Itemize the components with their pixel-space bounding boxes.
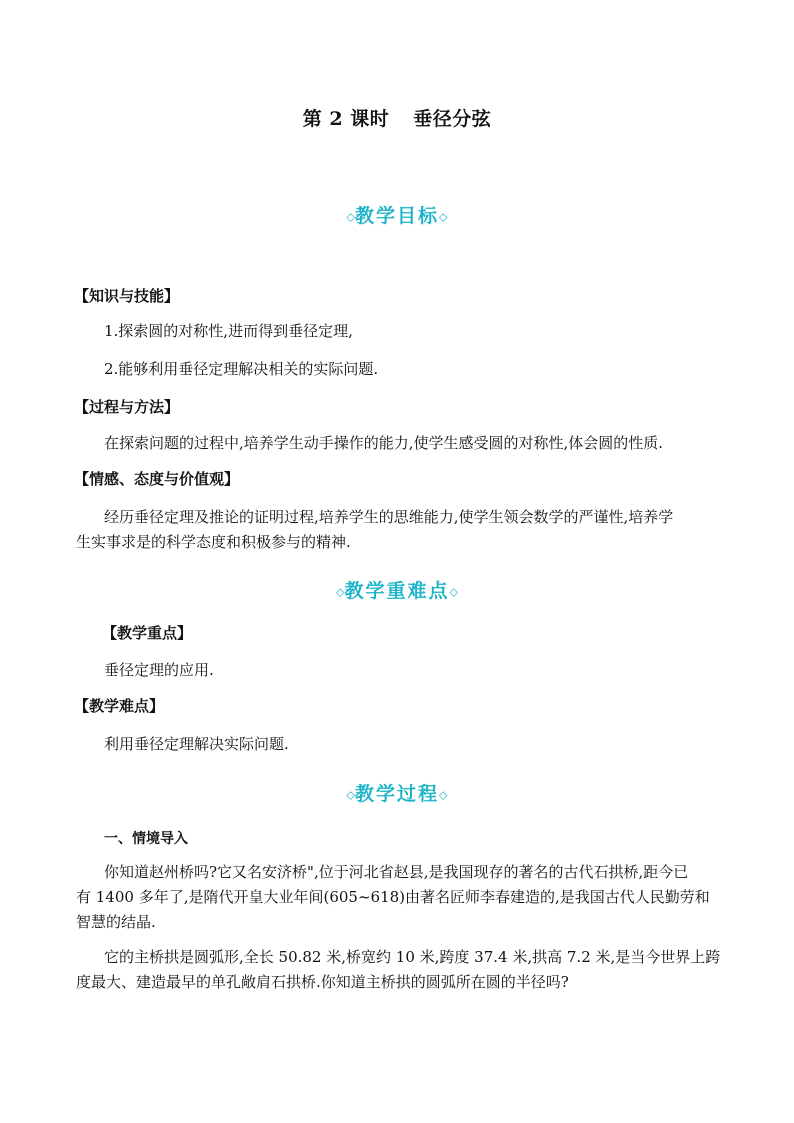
diamond-icon: ◇ (346, 210, 355, 224)
section-heading-process (0, 779, 794, 806)
difficulty-label: 【教学难点】 (74, 697, 165, 715)
intro-p2-line-2: 度最大、建造最早的单孔敞肩石拱桥.你知道主桥拱的圆弧所在圆的半径吗? (76, 973, 569, 991)
section-heading-text: 教学重难点 (344, 580, 450, 602)
section-heading-text: 教学过程 (354, 783, 439, 805)
intro-paragraph-1 (76, 860, 724, 935)
section-heading-goals (0, 201, 794, 228)
diamond-icon: ◇ (439, 210, 448, 224)
intro-p1-line-3: 智慧的结晶. (76, 913, 156, 931)
intro-heading: 一、情境导入 (104, 831, 188, 847)
focus-label: 【教学重点】 (102, 624, 193, 642)
emotion-line-2: 生实事求是的科学态度和积极参与的精神. (76, 533, 351, 551)
diamond-icon: ◇ (449, 585, 458, 599)
emotion-line-1: 经历垂径定理及推论的证明过程,培养学生的思维能力,使学生领会数学的严谨性,培养学 (104, 508, 674, 526)
section-heading-keypoints (0, 576, 794, 603)
emotion-paragraph (76, 505, 724, 555)
section-heading-text: 教学目标 (354, 205, 439, 227)
knowledge-item-2: 2.能够利用垂径定理解决相关的实际问题. (104, 360, 379, 378)
intro-p1-line-1: 你知道赵州桥吗?它又名安济桥",位于河北省赵县,是我国现存的著名的古代石拱桥,距今已 (104, 863, 689, 881)
focus-text: 垂径定理的应用. (104, 661, 214, 679)
lesson-number: 第 2 课时 (302, 108, 390, 130)
diamond-icon: ◇ (346, 788, 355, 802)
diamond-icon: ◇ (439, 788, 448, 802)
intro-p2-line-1: 它的主桥拱是圆弧形,全长 50.82 米,桥宽约 10 米,跨度 37.4 米,拱高 7.2 米,是当今世界上跨 (104, 948, 721, 966)
lesson-topic: 垂径分弦 (413, 108, 492, 130)
knowledge-item-1: 1.探索圆的对称性,进而得到垂径定理, (104, 322, 353, 340)
intro-p1-line-2: 有 1400 多年了,是隋代开皇大业年间(605~618)由著名匠师李春建造的,是我国古代人民勤劳和 (76, 888, 710, 906)
method-label: 【过程与方法】 (74, 398, 180, 416)
method-text: 在探索问题的过程中,培养学生动手操作的能力,使学生感受圆的对称性,体会圆的性质. (104, 434, 664, 452)
difficulty-text: 利用垂径定理解决实际问题. (104, 735, 289, 753)
diamond-icon: ◇ (336, 585, 345, 599)
knowledge-label: 【知识与技能】 (74, 287, 180, 305)
page-title (0, 104, 794, 131)
intro-paragraph-2 (76, 945, 724, 995)
emotion-label: 【情感、态度与价值观】 (74, 470, 240, 488)
